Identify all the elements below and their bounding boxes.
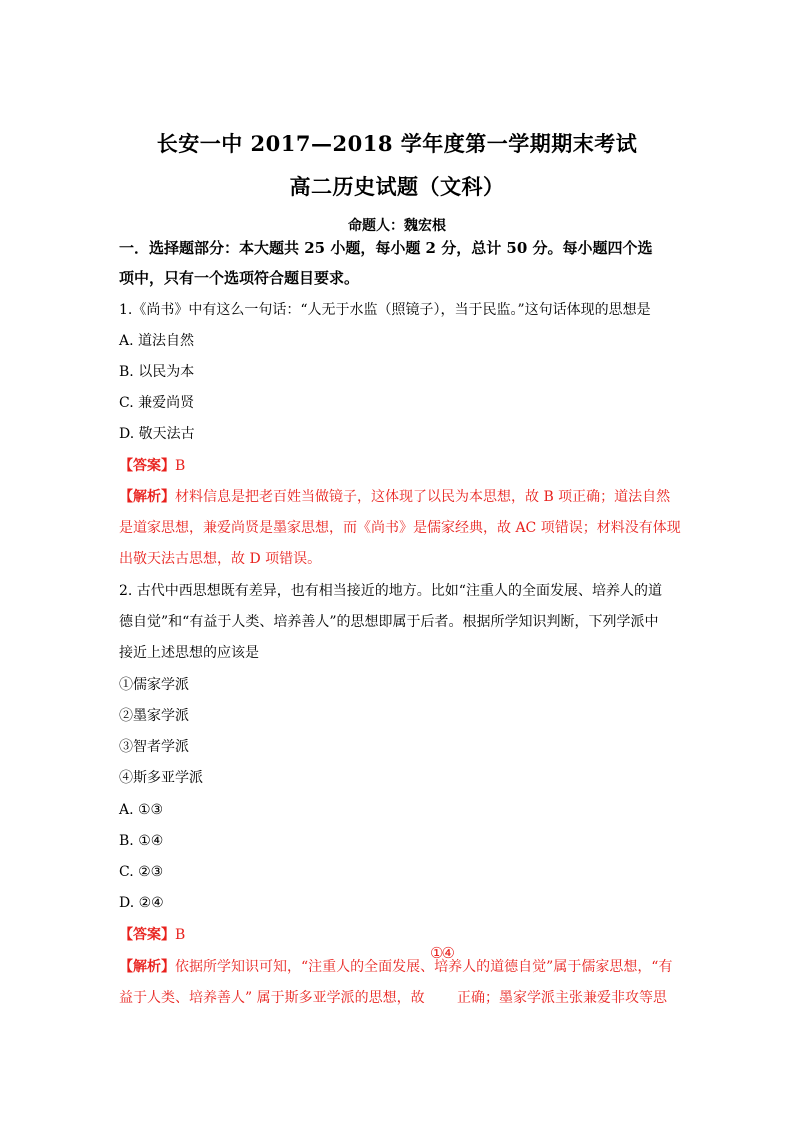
q2-option-a: A. ①③ bbox=[119, 802, 164, 818]
q1-answer-tag: 【答案】 bbox=[119, 458, 175, 474]
q1-analysis-line3: 出敬天法古思想，故 D 项错误。 bbox=[119, 551, 322, 567]
q2-stem-line1: 2. 古代中西思想既有差异，也有相当接近的地方。比如“注重人的全面发展、培养人的道 bbox=[119, 583, 662, 599]
q2-analysis-tag: 【解析】 bbox=[119, 959, 175, 975]
q2-option-c: C. ②③ bbox=[119, 864, 164, 880]
exam-author: 命题人：魏宏根 bbox=[348, 218, 446, 234]
q1-stem: 1.《尚书》中有这么一句话：“人无于水监（照镜子），当于民监。”这句话体现的思想是 bbox=[119, 302, 651, 318]
q1-answer bbox=[119, 456, 185, 476]
q2-analysis-text1: 依据所学知识可知，“注重人的全面发展、培养人的道德自觉”属于儒家思想，“有 bbox=[175, 959, 673, 975]
q1-option-d: D. 敬天法古 bbox=[119, 426, 195, 442]
q2-analysis-line2: 益于人类、培养善人” 属于斯多亚学派的思想，故 正确；墨家学派主张兼爱非攻等思 bbox=[119, 990, 668, 1006]
q2-answer bbox=[119, 925, 185, 945]
q2-item-4: ④斯多亚学派 bbox=[119, 770, 203, 786]
q2-stem-line3: 接近上述思想的应该是 bbox=[119, 645, 259, 661]
q1-answer-value: B bbox=[175, 458, 186, 474]
q2-answer-tag: 【答案】 bbox=[119, 927, 175, 943]
q1-analysis-line1 bbox=[119, 487, 670, 507]
q1-analysis-tag: 【解析】 bbox=[119, 489, 175, 505]
q2-item-1: ①儒家学派 bbox=[119, 677, 189, 693]
q2-analysis-line1 bbox=[119, 957, 672, 977]
section-heading-line1: 一．选择题部分：本大题共 25 小题，每小题 2 分，总计 50 分。每小题四个选 bbox=[119, 239, 653, 257]
q2-stem-line2: 德自觉”和“有益于人类、培养善人”的思想即属于后者。根据所学知识判断，下列学派中 bbox=[119, 614, 659, 630]
q2-item-3: ③智者学派 bbox=[119, 739, 189, 755]
section-heading-line2: 项中，只有一个选项符合题目要求。 bbox=[119, 269, 360, 287]
q1-option-a: A. 道法自然 bbox=[119, 333, 195, 349]
q2-answer-value: B bbox=[175, 927, 186, 943]
q2-option-b: B. ①④ bbox=[119, 833, 164, 849]
exam-title: 长安一中 2017—2018 学年度第一学期期末考试 bbox=[156, 131, 638, 156]
q2-overlay-mark: ①④ bbox=[430, 944, 453, 962]
exam-subtitle: 高二历史试题（文科） bbox=[289, 174, 505, 199]
q1-analysis-line2: 是道家思想，兼爱尚贤是墨家思想，而《尚书》是儒家经典，故 AC 项错误；材料没有体现 bbox=[119, 520, 681, 536]
q2-option-d: D. ②④ bbox=[119, 895, 164, 911]
q2-item-2: ②墨家学派 bbox=[119, 708, 189, 724]
q1-option-c: C. 兼爱尚贤 bbox=[119, 395, 195, 411]
q1-analysis-text1: 材料信息是把老百姓当做镜子，这体现了以民为本思想，故 B 项正确；道法自然 bbox=[175, 489, 671, 505]
q1-option-b: B. 以民为本 bbox=[119, 364, 195, 380]
